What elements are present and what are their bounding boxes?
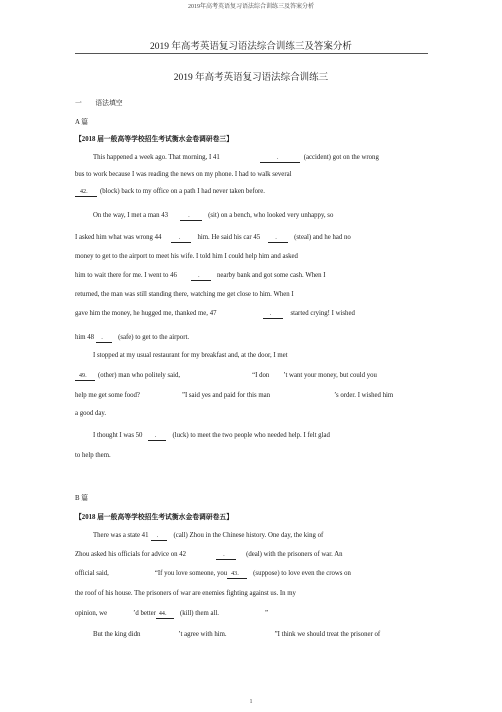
text: On the way, I met a man 43 bbox=[93, 212, 169, 219]
blank-41[interactable]: ． bbox=[260, 155, 300, 163]
passage-line bbox=[75, 272, 326, 281]
passage-line bbox=[93, 631, 380, 638]
text: opinion, we bbox=[75, 610, 108, 617]
passage-line bbox=[75, 234, 351, 243]
text: gave him the money, he hugged me, thanked me, 47 bbox=[75, 310, 217, 317]
passage-line bbox=[75, 392, 393, 399]
text: “I don bbox=[252, 372, 270, 379]
text: (suppose) to love even the crows on bbox=[253, 570, 351, 577]
passage-line: money to get to the airport to meet his wife. I told him I could help him and asked bbox=[75, 253, 298, 260]
blank-43[interactable]: ． bbox=[180, 213, 202, 221]
text: started crying! I wished bbox=[290, 310, 355, 317]
text: ” bbox=[265, 610, 269, 617]
blank-49[interactable]: 49． bbox=[75, 373, 95, 381]
blank-46[interactable]: ． bbox=[191, 273, 211, 281]
passage-line bbox=[75, 372, 377, 381]
page-number: 1 bbox=[249, 699, 253, 705]
text: This happened a week ago. That morning, I 41 bbox=[93, 154, 220, 161]
text: (other) man who politely said, bbox=[98, 372, 181, 379]
blank-b44[interactable]: 44． bbox=[156, 611, 174, 619]
passage-line: bus to work because I was reading the news on my phone. I had to walk several bbox=[75, 171, 292, 178]
text: ”I think we should treat the prisoner of bbox=[274, 631, 381, 638]
text: ’t agree with him. bbox=[178, 631, 227, 638]
title-divider bbox=[75, 53, 428, 54]
document-subtitle: 2019 年高考英语复习语法综合训练三 bbox=[173, 73, 329, 83]
text: (safe) to get to the airport. bbox=[118, 334, 190, 341]
text: Zhou asked his officials for advice on 42 bbox=[75, 551, 187, 558]
passage-line: returned, the man was still standing there, watching me get close to him. When I bbox=[75, 291, 294, 298]
passage-line bbox=[75, 310, 355, 319]
text: ’s order. I wished him bbox=[334, 392, 394, 399]
page-header: 2019年高考英语复习语法综合训练三及答案分析 bbox=[187, 4, 314, 10]
blank-b43[interactable]: 43． bbox=[227, 571, 247, 579]
text: official said, bbox=[75, 570, 109, 577]
part-b-label: B 篇 bbox=[75, 495, 89, 502]
text: him. He said his car 45 bbox=[197, 234, 261, 241]
text: (steal) and he had no bbox=[294, 234, 351, 241]
passage-line bbox=[75, 551, 343, 560]
passage-line: a good day. bbox=[75, 410, 107, 417]
part-a-label: A 篇 bbox=[75, 119, 89, 126]
part-a-source: 【2018 届一般高等学校招生考试衡水金卷调研卷三】 bbox=[75, 136, 234, 143]
text: ’t want your money, but could you bbox=[283, 372, 377, 379]
text: (block) back to my office on a path I had never taken before. bbox=[100, 188, 266, 195]
blank-47[interactable]: ． bbox=[263, 311, 283, 319]
blank-48[interactable]: ． bbox=[96, 335, 112, 343]
text: (call) Zhou in the Chinese history. One day, the king of bbox=[173, 532, 324, 539]
text: (kill) them all. bbox=[179, 610, 220, 617]
passage-line bbox=[93, 532, 323, 541]
blank-b42[interactable]: ． bbox=[216, 552, 236, 560]
blank-45[interactable]: ． bbox=[268, 235, 288, 243]
text: But the king didn bbox=[93, 631, 141, 638]
text: ”I said yes and paid for this man bbox=[181, 392, 271, 399]
text: There was a state 41 bbox=[93, 532, 149, 539]
passage-line bbox=[75, 570, 351, 579]
blank-42[interactable]: 42． bbox=[75, 189, 97, 197]
blank-44[interactable]: ． bbox=[171, 235, 191, 243]
text: ’d better bbox=[133, 610, 156, 617]
passage-line bbox=[93, 154, 379, 163]
text: I thought I was 50 bbox=[93, 432, 143, 439]
text: nearby bank and got some cash. When I bbox=[216, 272, 326, 279]
passage-line bbox=[75, 334, 189, 343]
text: (sit) on a bench, who looked very unhappy, so bbox=[208, 212, 334, 219]
text: him 48 bbox=[75, 334, 95, 341]
text: him to wait there for me. I went to 46 bbox=[75, 272, 177, 279]
text: I asked him what was wrong 44 bbox=[75, 234, 162, 241]
text: “If you love someone, you bbox=[154, 570, 228, 577]
text: help me get some food? bbox=[75, 392, 140, 399]
blank-b41[interactable]: ． bbox=[151, 533, 167, 541]
passage-line: I stopped at my usual restaurant for my breakfast and, at the door, I met bbox=[93, 352, 288, 359]
passage-line bbox=[93, 212, 333, 221]
passage-line bbox=[93, 432, 330, 441]
passage-line: to help them. bbox=[75, 452, 111, 459]
part-b-source: 【2018 届一般高等学校招生考试衡水金卷调研卷五】 bbox=[75, 514, 234, 521]
text: (accident) got on the wrong bbox=[303, 154, 379, 161]
passage-line: the roof of his house. The prisoners of war are enemies fighting against us. In my bbox=[75, 590, 296, 597]
document-title: 2019 年高考英语复习语法综合训练三及答案分析 bbox=[150, 42, 352, 52]
section-heading: 一 语法填空 bbox=[75, 100, 123, 107]
passage-line bbox=[75, 188, 265, 197]
blank-50[interactable]: ． bbox=[148, 433, 166, 441]
text: (luck) to meet the two people who needed help. I felt glad bbox=[172, 432, 330, 439]
text: (deal) with the prisoners of war. An bbox=[246, 551, 343, 558]
passage-line bbox=[75, 610, 268, 619]
